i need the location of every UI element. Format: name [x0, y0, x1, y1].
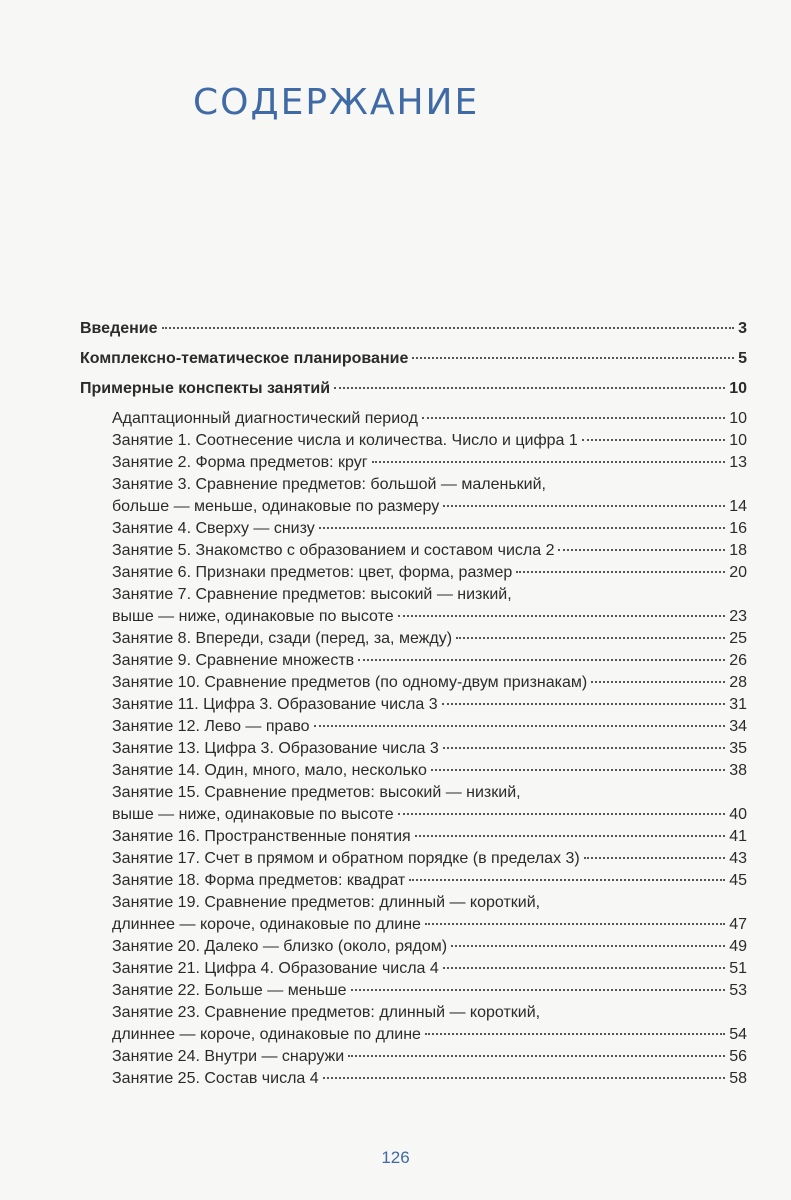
dot-leader — [582, 439, 725, 441]
dot-leader — [443, 747, 725, 749]
toc-entry-label: Занятие 6. Признаки предметов: цвет, форма, размер — [112, 564, 513, 581]
toc-entry[interactable] — [80, 430, 747, 452]
table-of-contents — [80, 318, 747, 1090]
toc-entry[interactable] — [80, 804, 747, 826]
toc-entry[interactable] — [80, 518, 747, 540]
toc-entry[interactable] — [80, 870, 747, 892]
toc-entry-label: Занятие 25. Состав числа 4 — [112, 1070, 319, 1087]
toc-entry-label: Занятие 19. Сравнение предметов: длинный — короткий, — [112, 894, 541, 911]
toc-entry-page: 26 — [729, 652, 747, 669]
toc-entry[interactable] — [80, 650, 747, 672]
toc-entry-label: Занятие 16. Пространственные понятия — [112, 828, 411, 845]
dot-leader — [456, 637, 725, 639]
dot-leader — [443, 505, 725, 507]
toc-entry-page: 20 — [729, 564, 747, 581]
toc-entry-page: 47 — [729, 916, 747, 933]
dot-leader — [162, 327, 735, 329]
toc-entry-page: 23 — [729, 608, 747, 625]
toc-entry-page: 16 — [729, 520, 747, 537]
toc-entry-page: 18 — [729, 542, 747, 559]
toc-entry-page: 38 — [729, 762, 747, 779]
toc-entry-first-line — [80, 474, 747, 496]
dot-leader — [319, 527, 725, 529]
toc-entry-page: 10 — [729, 432, 747, 449]
toc-entry-page: 25 — [729, 630, 747, 647]
dot-leader — [584, 857, 725, 859]
dot-leader — [451, 945, 725, 947]
toc-entry-label: Занятие 8. Впереди, сзади (перед, за, между) — [112, 630, 453, 647]
toc-entry-label: Занятие 18. Форма предметов: квадрат — [112, 872, 406, 889]
toc-entry[interactable] — [80, 694, 747, 716]
toc-entry-page: 10 — [729, 410, 747, 427]
toc-entry[interactable] — [80, 738, 747, 760]
toc-entry-page: 51 — [729, 960, 747, 977]
toc-entry[interactable] — [80, 1046, 747, 1068]
dot-leader — [425, 923, 725, 925]
toc-entry-first-line — [80, 892, 747, 914]
toc-entry-label: Занятие 9. Сравнение множеств — [112, 652, 355, 669]
toc-section[interactable] — [80, 318, 747, 340]
dot-leader — [372, 461, 726, 463]
toc-entry-label: Комплексно-тематическое планирование — [80, 350, 409, 367]
toc-entry-label: Занятие 15. Сравнение предметов: высокий — низкий, — [112, 784, 521, 801]
toc-entry-page: 54 — [729, 1026, 747, 1043]
toc-entry-label: Занятие 17. Счет в прямом и обратном порядке (в пределах 3) — [112, 850, 580, 867]
toc-entry[interactable] — [80, 716, 747, 738]
toc-entry-label: Занятие 3. Сравнение предметов: большой — маленький, — [112, 476, 546, 493]
dot-leader — [422, 417, 725, 419]
toc-entry[interactable] — [80, 408, 747, 430]
toc-entry-label: Занятие 22. Больше — меньше — [112, 982, 347, 999]
toc-entry-label: Занятие 7. Сравнение предметов: высокий — низкий, — [112, 586, 512, 603]
toc-entry-label: Занятие 2. Форма предметов: круг — [112, 454, 368, 471]
toc-entry[interactable] — [80, 826, 747, 848]
toc-entry-page: 28 — [729, 674, 747, 691]
toc-entry-label: Занятие 10. Сравнение предметов (по одному-двум признакам) — [112, 674, 588, 691]
toc-entry-page: 31 — [729, 696, 747, 713]
toc-entry[interactable] — [80, 980, 747, 1002]
toc-entry[interactable] — [80, 848, 747, 870]
toc-entry-label: Занятие 12. Лево — право — [112, 718, 310, 735]
toc-entry-page: 5 — [738, 350, 747, 367]
toc-entry-page: 3 — [738, 320, 747, 337]
page-title: СОДЕРЖАНИЕ — [193, 82, 480, 124]
toc-entry[interactable] — [80, 540, 747, 562]
toc-entry-label: длиннее — короче, одинаковые по длине — [112, 916, 421, 933]
dot-leader — [409, 879, 725, 881]
toc-entry[interactable] — [80, 672, 747, 694]
toc-entry-label: выше — ниже, одинаковые по высоте — [112, 608, 394, 625]
dot-leader — [351, 989, 726, 991]
toc-section[interactable] — [80, 378, 747, 400]
toc-entry-page: 56 — [729, 1048, 747, 1065]
dot-leader — [323, 1077, 726, 1079]
dot-leader — [314, 725, 726, 727]
toc-entry-label: Примерные конспекты занятий — [80, 380, 331, 397]
toc-entry[interactable] — [80, 958, 747, 980]
toc-entry-first-line — [80, 584, 747, 606]
toc-entry-label: Занятие 11. Цифра 3. Образование числа 3 — [112, 696, 438, 713]
dot-leader — [398, 615, 726, 617]
toc-entry-page: 14 — [729, 498, 747, 515]
toc-entry-label: Введение — [80, 320, 158, 337]
toc-entry-first-line — [80, 782, 747, 804]
toc-entry-page: 58 — [729, 1070, 747, 1087]
dot-leader — [415, 835, 726, 837]
toc-entry-first-line — [80, 1002, 747, 1024]
toc-entry-page: 45 — [729, 872, 747, 889]
toc-entry[interactable] — [80, 914, 747, 936]
toc-entry-page: 34 — [729, 718, 747, 735]
toc-entry-page: 49 — [729, 938, 747, 955]
toc-entry-label: Занятие 20. Далеко — близко (около, рядом) — [112, 938, 448, 955]
toc-entry[interactable] — [80, 606, 747, 628]
toc-entry[interactable] — [80, 496, 747, 518]
toc-entry[interactable] — [80, 760, 747, 782]
dot-leader — [516, 571, 725, 573]
toc-entry[interactable] — [80, 562, 747, 584]
toc-entry-label: Адаптационный диагностический период — [112, 410, 419, 427]
toc-entry-label: Занятие 1. Соотнесение числа и количества. Число и цифра 1 — [112, 432, 578, 449]
toc-entry-page: 40 — [729, 806, 747, 823]
dot-leader — [358, 659, 725, 661]
dot-leader — [334, 387, 725, 389]
page-number: 126 — [381, 1148, 410, 1167]
dot-leader — [558, 549, 725, 551]
toc-entry[interactable] — [80, 1068, 747, 1090]
dot-leader — [398, 813, 726, 815]
dot-leader — [412, 357, 734, 359]
toc-entry-page: 43 — [729, 850, 747, 867]
toc-entry-page: 10 — [729, 380, 747, 397]
toc-entry[interactable] — [80, 936, 747, 958]
toc-entry-label: выше — ниже, одинаковые по высоте — [112, 806, 394, 823]
toc-entry-label: Занятие 21. Цифра 4. Образование числа 4 — [112, 960, 439, 977]
toc-entry-page: 41 — [729, 828, 747, 845]
toc-entry[interactable] — [80, 1024, 747, 1046]
toc-entry[interactable] — [80, 452, 747, 474]
toc-entry-label: Занятие 4. Сверху — снизу — [112, 520, 315, 537]
toc-entry[interactable] — [80, 628, 747, 650]
toc-entry-page: 13 — [729, 454, 747, 471]
toc-section[interactable] — [80, 348, 747, 370]
toc-entry-label: Занятие 13. Цифра 3. Образование числа 3 — [112, 740, 439, 757]
toc-entry-label: Занятие 23. Сравнение предметов: длинный — короткий, — [112, 1004, 541, 1021]
toc-entry-label: Занятие 5. Знакомство с образованием и составом числа 2 — [112, 542, 555, 559]
dot-leader — [443, 967, 725, 969]
dot-leader — [431, 769, 725, 771]
toc-entry-page: 53 — [729, 982, 747, 999]
toc-entry-label: Занятие 14. Один, много, мало, несколько — [112, 762, 427, 779]
dot-leader — [442, 703, 726, 705]
dot-leader — [348, 1055, 725, 1057]
toc-entry-label: больше — меньше, одинаковые по размеру — [112, 498, 440, 515]
dot-leader — [591, 681, 725, 683]
toc-entry-label: Занятие 24. Внутри — снаружи — [112, 1048, 345, 1065]
toc-entry-page: 35 — [729, 740, 747, 757]
dot-leader — [425, 1033, 725, 1035]
toc-entry-label: длиннее — короче, одинаковые по длине — [112, 1026, 421, 1043]
